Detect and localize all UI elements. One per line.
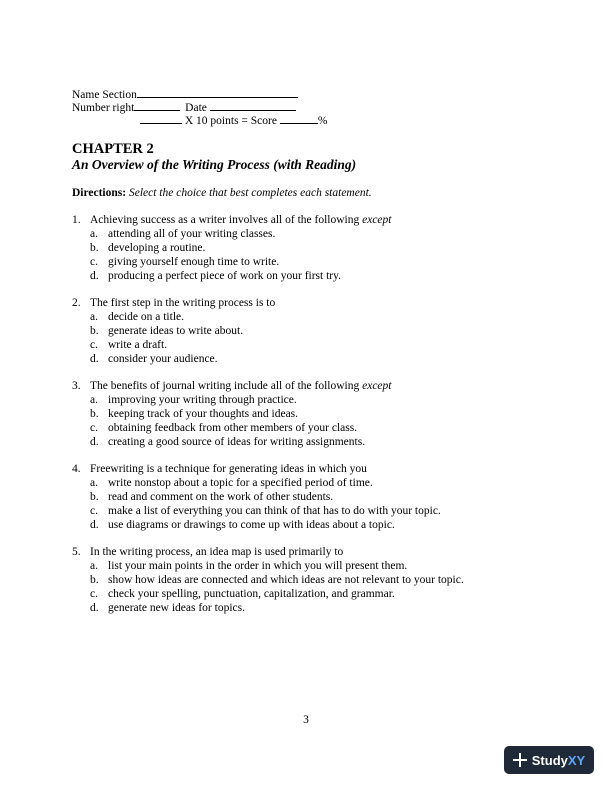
badge-brand-xy: XY <box>567 752 586 768</box>
option-letter: a. <box>90 394 98 406</box>
question-emphasis: except <box>362 214 392 226</box>
answer-option <box>72 407 391 421</box>
number-right-blank <box>134 99 180 111</box>
option-text: write a draft. <box>108 339 168 351</box>
question-stem <box>72 379 391 393</box>
answer-option <box>72 587 464 601</box>
question-number: 1. <box>72 214 81 226</box>
header-line-3 <box>72 112 327 125</box>
badge-brand <box>532 753 585 768</box>
option-text: attending all of your writing classes. <box>108 228 276 240</box>
option-letter: d. <box>90 353 99 365</box>
question-stem <box>72 545 464 559</box>
answer-option <box>72 559 464 573</box>
question-stem <box>72 296 275 310</box>
answer-option <box>72 421 391 435</box>
option-letter: b. <box>90 491 99 503</box>
answer-option <box>72 490 441 504</box>
score-header <box>72 86 327 125</box>
question-stem <box>72 462 441 476</box>
chapter-subtitle: An Overview of the Writing Process (with Reading) <box>72 157 357 172</box>
option-letter: b. <box>90 242 99 254</box>
directions <box>72 186 372 200</box>
date-blank <box>210 99 296 111</box>
option-text: decide on a title. <box>108 311 184 323</box>
option-text: developing a routine. <box>108 242 206 254</box>
directions-text: Select the choice that best completes each statement. <box>128 187 372 199</box>
option-text: generate new ideas for topics. <box>108 602 245 614</box>
answer-option <box>72 338 275 352</box>
answer-option <box>72 393 391 407</box>
question-3 <box>72 379 391 449</box>
option-text: giving yourself enough time to write. <box>108 256 280 268</box>
chapter-title: CHAPTER 2 <box>72 141 154 157</box>
answer-option <box>72 435 391 449</box>
option-text: keeping track of your thoughts and ideas. <box>108 408 299 420</box>
option-text: use diagrams or drawings to come up with ideas about a topic. <box>108 519 395 531</box>
option-letter: a. <box>90 311 98 323</box>
option-text: generate ideas to write about. <box>108 325 244 337</box>
option-text: obtaining feedback from other members of your class. <box>108 422 358 434</box>
option-letter: c. <box>90 505 98 517</box>
question-4 <box>72 462 441 532</box>
answer-option <box>72 324 275 338</box>
date-label: Date <box>185 102 207 114</box>
option-letter: a. <box>90 560 98 572</box>
page-number: 3 <box>303 714 309 726</box>
answer-option <box>72 255 391 269</box>
question-text: The first step in the writing process is to <box>90 297 276 309</box>
answer-option <box>72 310 275 324</box>
option-letter: b. <box>90 325 99 337</box>
question-emphasis: except <box>362 380 392 392</box>
option-letter: d. <box>90 270 99 282</box>
option-text: improving your writing through practice. <box>108 394 297 406</box>
option-letter: d. <box>90 519 99 531</box>
question-5 <box>72 545 464 615</box>
question-number: 2. <box>72 297 81 309</box>
question-stem <box>72 213 391 227</box>
badge-brand-study: Study <box>531 752 568 768</box>
question-text: Achieving success as a writer involves all of the following <box>90 214 360 226</box>
option-text: producing a perfect piece of work on your first try. <box>108 270 342 282</box>
option-letter: d. <box>90 602 99 614</box>
option-letter: a. <box>90 477 98 489</box>
question-1 <box>72 213 391 283</box>
studyxy-badge[interactable] <box>504 746 594 774</box>
option-text: show how ideas are connected and which ideas are not relevant to your topic. <box>108 574 464 586</box>
answer-option <box>72 269 391 283</box>
answer-option <box>72 573 464 587</box>
header-line-1 <box>72 86 327 99</box>
option-text: creating a good source of ideas for writing assignments. <box>108 436 366 448</box>
question-number: 4. <box>72 463 81 475</box>
option-text: read and comment on the work of other students. <box>108 491 334 503</box>
option-letter: b. <box>90 408 99 420</box>
answer-option <box>72 504 441 518</box>
option-letter: c. <box>90 256 98 268</box>
points-score-label: X 10 points = Score <box>184 115 277 127</box>
percent-blank <box>280 112 318 124</box>
question-2 <box>72 296 275 366</box>
answer-option <box>72 352 275 366</box>
percent-sign: % <box>317 115 328 127</box>
directions-label: Directions: <box>72 187 127 199</box>
score-blank <box>140 112 182 124</box>
question-number: 3. <box>72 380 81 392</box>
option-letter: c. <box>90 422 98 434</box>
option-letter: c. <box>90 588 98 600</box>
option-letter: b. <box>90 574 99 586</box>
answer-option <box>72 518 441 532</box>
option-letter: c. <box>90 339 98 351</box>
option-text: make a list of everything you can think of that has to do with your topic. <box>108 505 441 517</box>
question-text: In the writing process, an idea map is used primarily to <box>90 546 344 558</box>
option-letter: d. <box>90 436 99 448</box>
answer-option <box>72 241 391 255</box>
header-line-2 <box>72 99 327 112</box>
name-blank <box>137 86 298 98</box>
answer-option <box>72 476 441 490</box>
question-text: The benefits of journal writing include all of the following <box>90 380 360 392</box>
answer-option <box>72 601 464 615</box>
question-text: Freewriting is a technique for generating ideas in which you <box>90 463 367 475</box>
answer-option <box>72 227 391 241</box>
option-text: check your spelling, punctuation, capitalization, and grammar. <box>108 588 395 600</box>
number-right-label: Number right <box>72 102 135 114</box>
plus-icon <box>513 753 527 767</box>
name-section-label: Name Section <box>72 89 137 101</box>
question-number: 5. <box>72 546 81 558</box>
option-text: list your main points in the order in which you will present them. <box>108 560 408 572</box>
option-text: consider your audience. <box>108 353 218 365</box>
option-letter: a. <box>90 228 98 240</box>
option-text: write nonstop about a topic for a specified period of time. <box>108 477 373 489</box>
